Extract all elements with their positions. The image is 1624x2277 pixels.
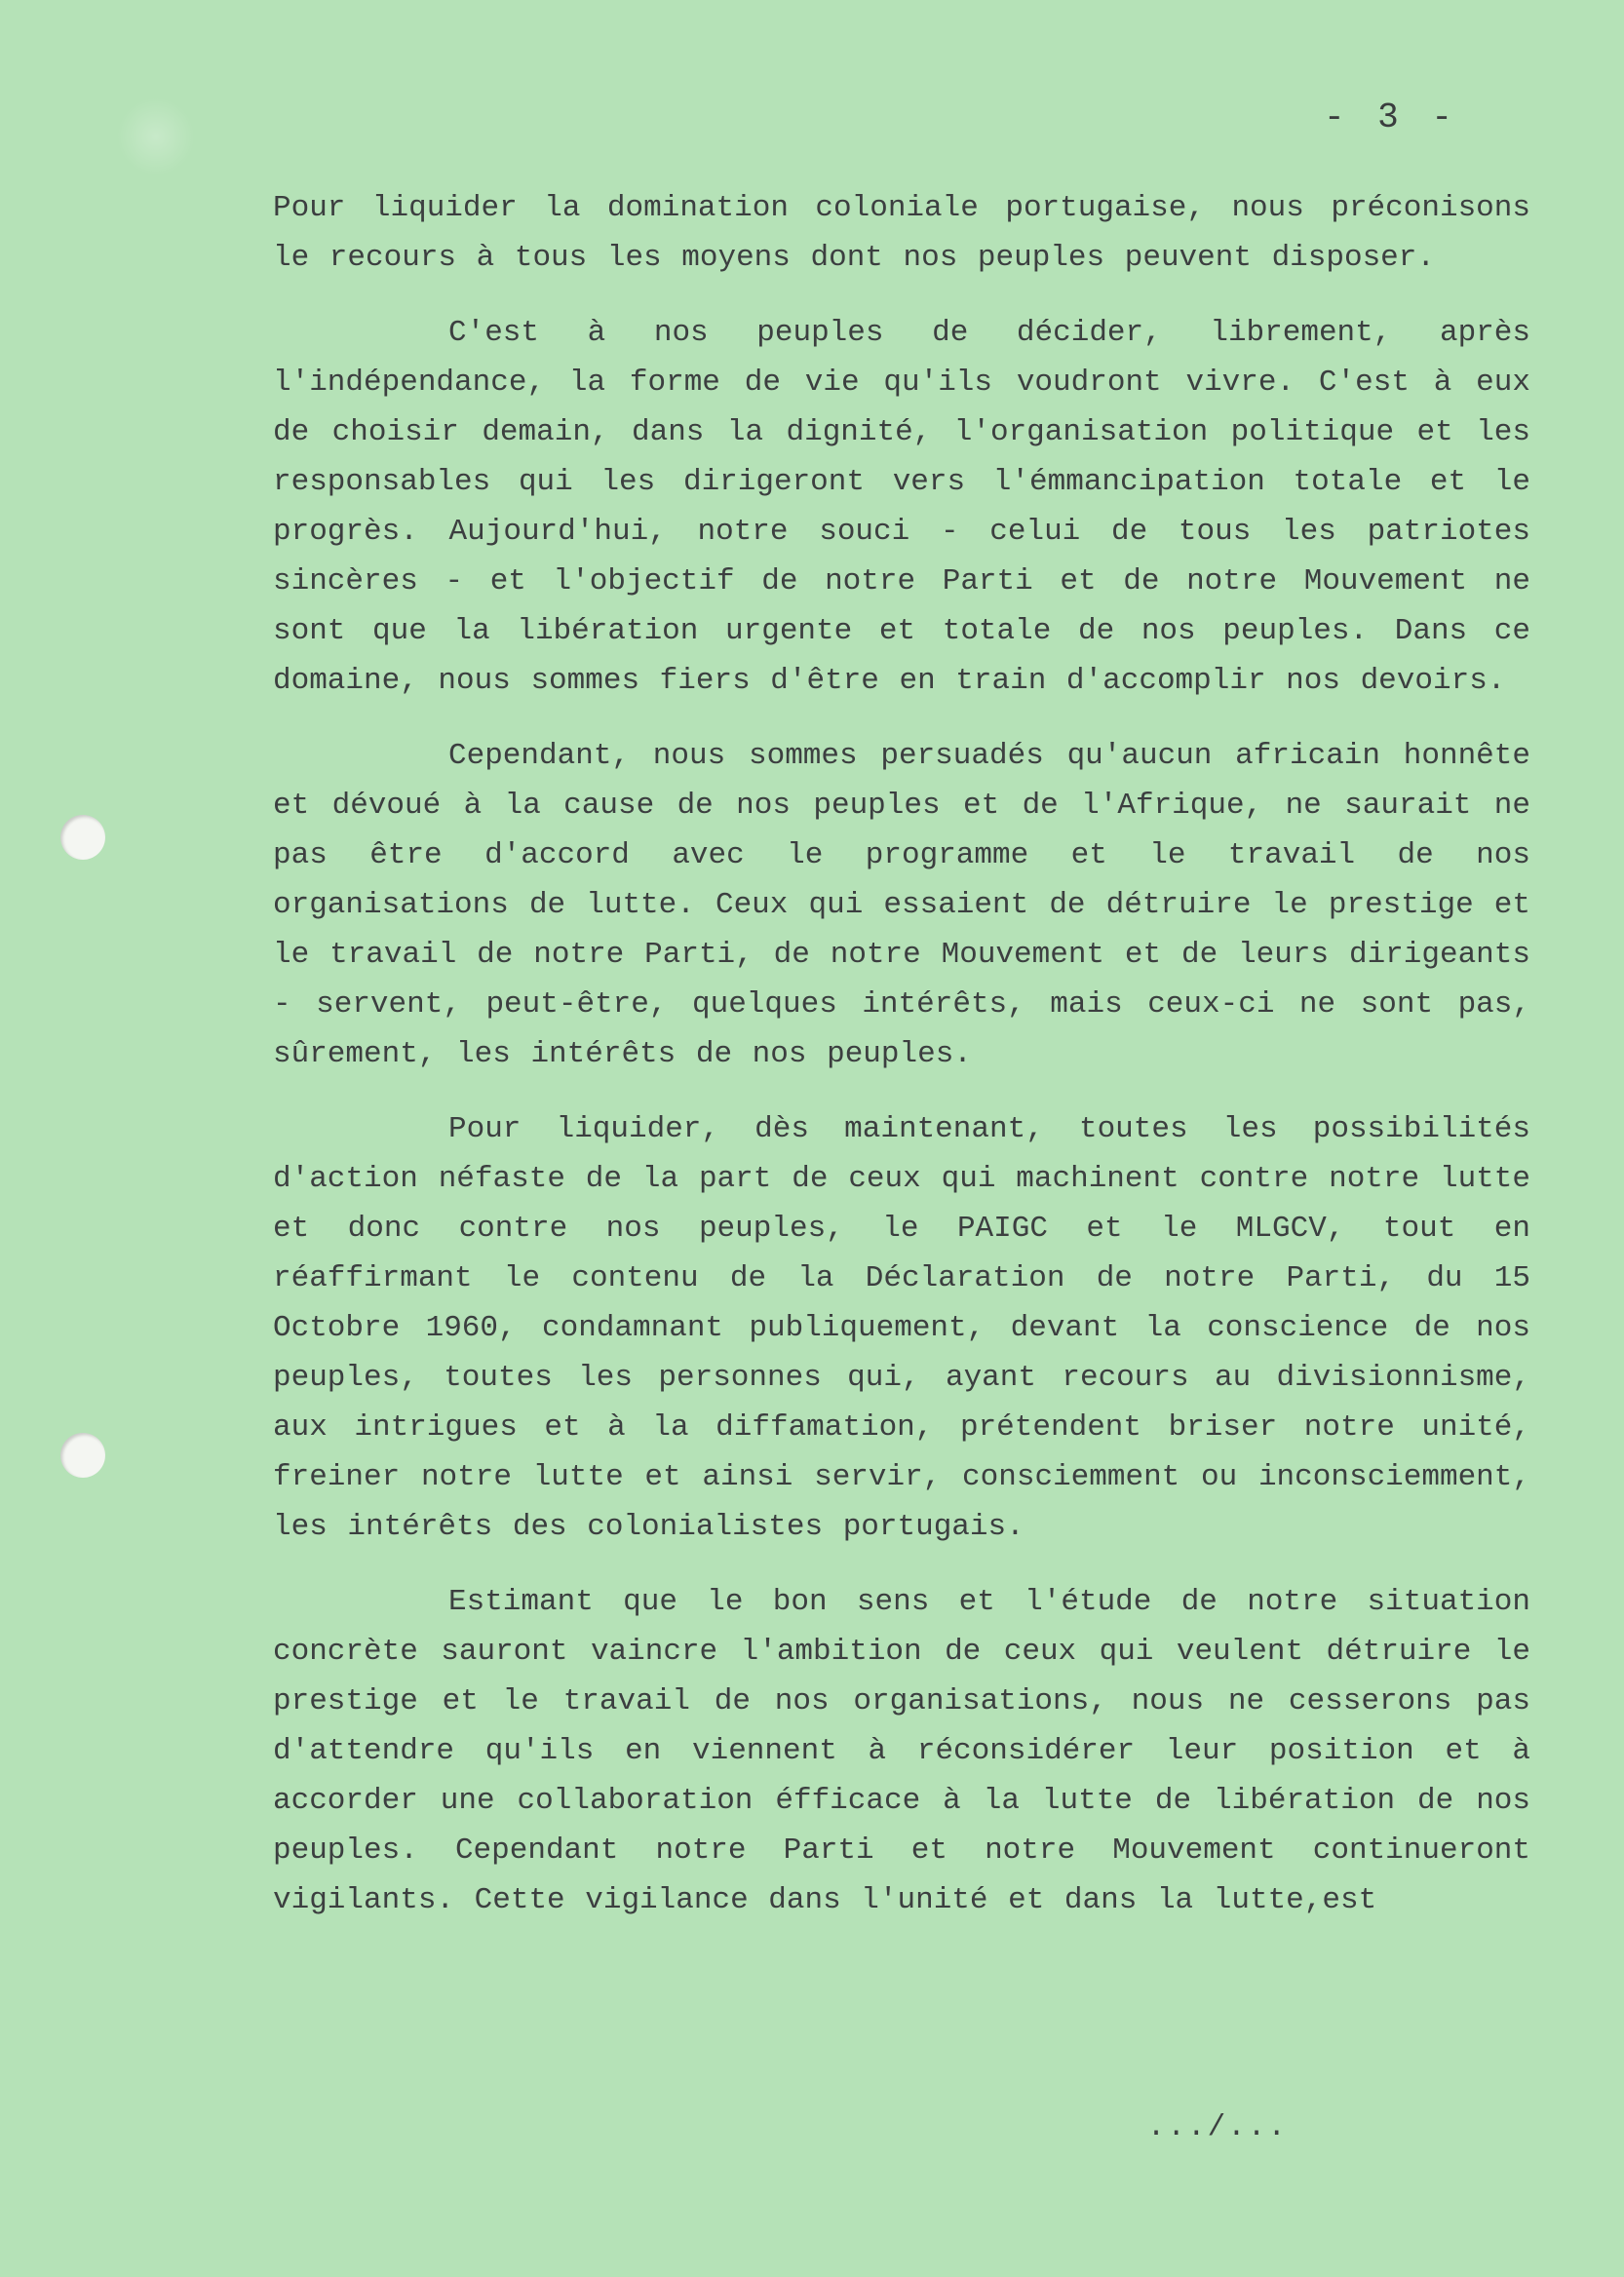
- paragraph-2: C'est à nos peuples de décider, librement, après l'indépendance, la forme de vie qu'ils voudront vivre. C'est à eux de choisir demain, dans la dignité, l'organisation politique et les responsables qui les dirigeront vers l'émmancipation totale et le progrès. Aujourd'hui, notre souci - celui de tous les patriotes sincères - et l'objectif de notre Parti et de notre Mouvement ne sont que la libération urgente et totale de nos peuples. Dans ce domaine, nous sommes fiers d'être en train d'accomplir nos devoirs.: [273, 316, 1530, 698]
- body-text: [273, 183, 1530, 1950]
- paper-crease-mark: [117, 97, 195, 175]
- paragraph-5: Estimant que le bon sens et l'étude de notre situation concrète sauront vaincre l'ambition de ceux qui veulent détruire le prestige et le travail de nos organisations, nous ne cesserons pas d'attendre qu'ils en viennent à réconsidérer leur position et à accorder une collaboration éfficace à la lutte de libération de nos peuples. Cependant notre Parti et notre Mouvement continueront vigilants. Cette vigilance dans l'unité et dans la lutte,est: [273, 1585, 1530, 1917]
- paragraph-3: Cependant, nous sommes persuadés qu'aucun africain honnête et dévoué à la cause de nos peuples et de l'Afrique, ne saurait ne pas être d'accord avec le programme et le travail de nos organisations de lutte. Ceux qui essaient de détruire le prestige et le travail de notre Parti, de notre Mouvement et de leurs dirigeants - servent, peut-être, quelques intérêts, mais ceux-ci ne sont pas, sûrement, les intérêts de nos peuples.: [273, 739, 1530, 1071]
- page-number: - 3 -: [1323, 97, 1458, 137]
- punch-hole-top: [60, 815, 105, 860]
- continuation-mark: .../...: [1146, 2110, 1288, 2144]
- punch-hole-bottom: [60, 1433, 105, 1478]
- paragraph-1: Pour liquider la domination coloniale portugaise, nous préconisons le recours à tous les moyens dont nos peuples peuvent disposer.: [273, 191, 1530, 275]
- paragraph-4: Pour liquider, dès maintenant, toutes les possibilités d'action néfaste de la part de ceux qui machinent contre notre lutte et donc contre nos peuples, le PAIGC et le MLGCV, tout en réaffirmant le contenu de la Déclaration de notre Parti, du 15 Octobre 1960, condamnant publiquement, devant la conscience de nos peuples, toutes les personnes qui, ayant recours au divisionnisme, aux intrigues et à la diffamation, prétendent briser notre unité, freiner notre lutte et ainsi servir, consciemment ou inconsciemment, les intérêts des colonialistes portugais.: [273, 1112, 1530, 1544]
